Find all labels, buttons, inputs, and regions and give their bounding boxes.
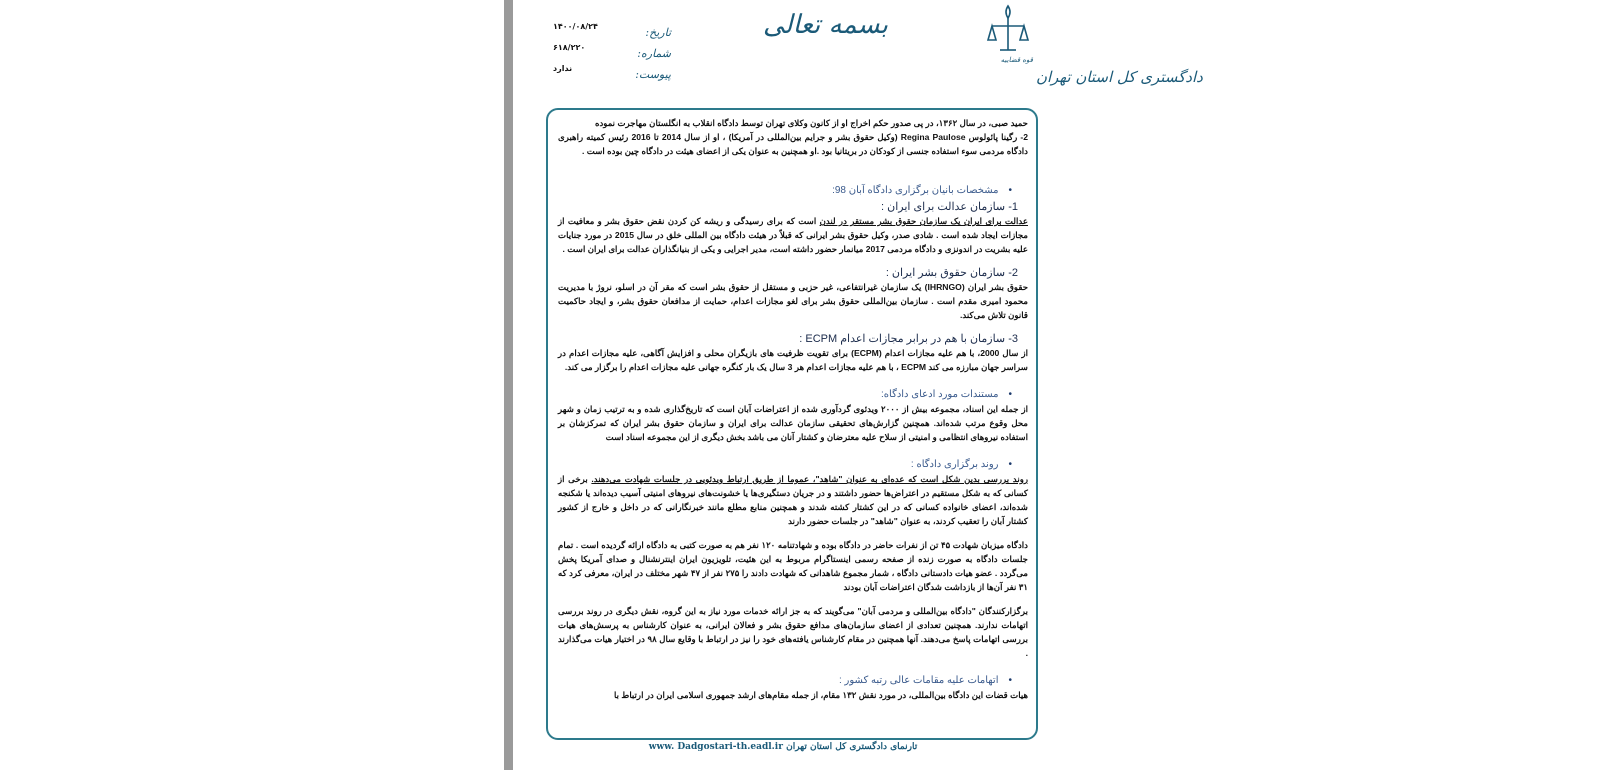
paragraph: حقوق بشر ایران (IHRNGO) یک سازمان غیرانتفاعی، غیر حزبی و مستقل از حقوق بشر است که مقر آن در اسلو، نروژ با مدیریت محمود امیری مقدم است . سازمان بین‌المللی حقوق بشر برای لغو مجازات اعدام، حمایت از مدافعان حقوق بشر، و ایجاد حاکمیت قانون تلاش می‌کند. — [558, 282, 1029, 320]
document-body — [558, 116, 1028, 702]
paragraph: از سال 2000، با هم علیه مجازات اعدام (ECPM) برای تقویت ظرفیت های بازیگران محلی و افزایش آگاهی، علیه مجازات اعدام در سراسر جهان مبارزه می کند ECPM ، با هم علیه مجازات اعدام هر 3 سال یک بار کنگره جهانی علیه مجازات اعدام را برگزار می کند. — [558, 348, 1029, 372]
svg-text:دادگستری کل استان تهران: دادگستری کل استان تهران — [1036, 68, 1203, 86]
bismillah-calligraphy: بسمه تعالی — [763, 10, 888, 40]
header-values — [553, 16, 598, 79]
footer-url[interactable]: www. Dadgostari-th.eadl.ir — [648, 742, 783, 752]
judiciary-emblem-logo — [938, 2, 1203, 94]
section-heading: • اتهامات علیه مقامات عالی رتبه کشور : — [558, 674, 1028, 688]
paragraph: دادگاه میزبان شهادت ۴۵ تن از نفرات حاضر در دادگاه بوده و شهادتنامه ۱۲۰ نفر هم به صورت کتبی به دادگاه ارائه گردیده است . تمام جلسات دادگاه به صورت زنده از صفحه رسمی اینستاگرام مربوط به این هئیت، تلویزیون ایران اینترنشنال و صدای آمریکا پخش می‌گردد . عضو هیات دادستانی دادگاه ، شمار مجموع شاهدانی که شهادت دادند را ۲۷۵ نفر از ۴۷ شهر مختلف در ایران، معرفی کرد که ۳۱ نفر آن‌ها از بازداشت شدگان اعتراضات آبان بودند — [558, 540, 1028, 592]
subheading: 2- سازمان حقوق بشر ایران : — [885, 267, 1018, 279]
attachment-label: پیوست: — [635, 68, 671, 81]
document-page — [513, 0, 1203, 770]
number-value: ۶۱۸/۲۲۰ — [553, 43, 586, 52]
section-heading: • مستندات مورد ادعای دادگاه: — [558, 388, 1028, 402]
underlined-text: عدالت برای ایران یک سازمان حقوق بشر مستقر در لندن — [819, 216, 1028, 226]
section-heading: • روند برگزاری دادگاه : — [558, 458, 1028, 472]
date-label: تاریخ: — [645, 26, 671, 39]
paragraph — [558, 472, 1028, 528]
paragraph: برگزارکنندگان "دادگاه بین‌المللی و مردمی آبان" می‌گویند که به جز ارائه خدمات مورد نیاز به این گروه، نقش دیگری در روند بررسی اتهامات ندارند. همچنین تعدادی از اعضای سازمان‌های مدافع حقوق بشر و فعالان ایرانی، به عنوان کارشناس به پرسش‌های هیات بررسی اتهامات پاسخ می‌دهند. آنها همچنین در مقام کارشناس یافته‌های خود را نیز در ارتباط با وقایع سال ۹۸ در اختیار هیات می‌گذارند . — [558, 606, 1029, 658]
text: برخی از کسانی که به شکل مستقیم در اعتراض‌ها حضور داشتند و در جریان دستگیری‌ها یا خشونت‌های نیروهای امنیتی آسیب دیده‌اند یا شکنجه شده‌اند، اعضای خانواده کسانی که در این کشتار کشته شدند و همچنین منابع مطلع مانند خبرنگارانی که در داخل و خارج از کشور کشتار آبان را تعقیب کردند، به عنوان "شاهد" در جلسات حضور دارند — [558, 474, 1028, 526]
underlined-text: روند بررسی بدین شکل است که عده‌ای به عنوان "شاهد"، عموما از طریق ارتباط ویدئویی در جلسات شهادت می‌دهند. — [591, 474, 1029, 484]
section-heading: • مشخصات بانیان برگزاری دادگاه آبان 98: — [558, 184, 1028, 198]
footer — [513, 742, 1053, 752]
number-label: شماره: — [637, 47, 671, 60]
attachment-value: ندارد — [553, 64, 573, 73]
date-value: ۱۴۰۰/۰۸/۲۴ — [553, 22, 598, 31]
paragraph: 2- رگینا پائولوس Regina Paulose (وکیل حقوق بشر و جرایم بین‌المللی در آمریکا) ، او از سال 2014 تا 2016 رئیس کمیته راهبری دادگاه مردمی سوء استفاده جنسی از کودکان در بریتانیا بود .او همچنین به عنوان یکی از اعضای هیئت در دادگاه چین بوده است . — [558, 132, 1028, 156]
scrollbar[interactable] — [504, 0, 513, 770]
footer-text: تارنمای دادگستری کل استان تهران — [786, 742, 918, 752]
svg-text:قوه قضاییه: قوه قضاییه — [1000, 56, 1033, 64]
paragraph: از جمله این اسناد، مجموعه بیش از ۲۰۰۰ ویدئوی گردآوری شده از اعتراضات آبان است که تاریخ‌گذاری شده و به ترتیب زمان و شهر محل وقوع مرتب شده‌اند. همچنین گزارش‌های تحقیقی سازمان عدالت برای ایران و سازمان حقوق بشر ایران که تمرکزشان بر استفاده نیروهای انتظامی و امنیتی از سلاح علیه معترضان و کشتار آنان می باشد بخش دیگری از این مجموعه اسناد است — [558, 404, 1028, 442]
subheading: 3- سازمان با هم در برابر مجازات اعدام ECPM : — [799, 333, 1018, 345]
paragraph: حمید صبی، در سال ۱۳۶۲، در پی صدور حکم اخراج او از کانون وکلای تهران توسط دادگاه انقلاب به انگلستان مهاجرت نموده — [594, 118, 1028, 128]
header-labels — [631, 22, 671, 85]
text: است که برای رسیدگی و ریشه کن کردن نقض حقوق بشر و معافیت از مجازات ایجاد شده است . شادی صدر، وکیل حقوق بشر ایرانی که قبلاً در هیئت دادگاه بین المللی خلق در سال 2015 در مورد جنایات علیه بشریت در اندونزی و دادگاه مردمی 2017 میانمار حضور داشته است، مدیر اجرایی و یکی از بنیانگذاران عدالت برای ایران است . — [558, 216, 1028, 254]
subheading: 1- سازمان عدالت برای ایران : — [881, 201, 1018, 213]
paragraph — [558, 214, 1028, 256]
paragraph: هیات قضات این دادگاه بین‌المللی، در مورد نقش ۱۳۲ مقام، از جمله مقام‌های ارشد جمهوری اسلامی ایران در ارتباط با — [613, 690, 1028, 700]
